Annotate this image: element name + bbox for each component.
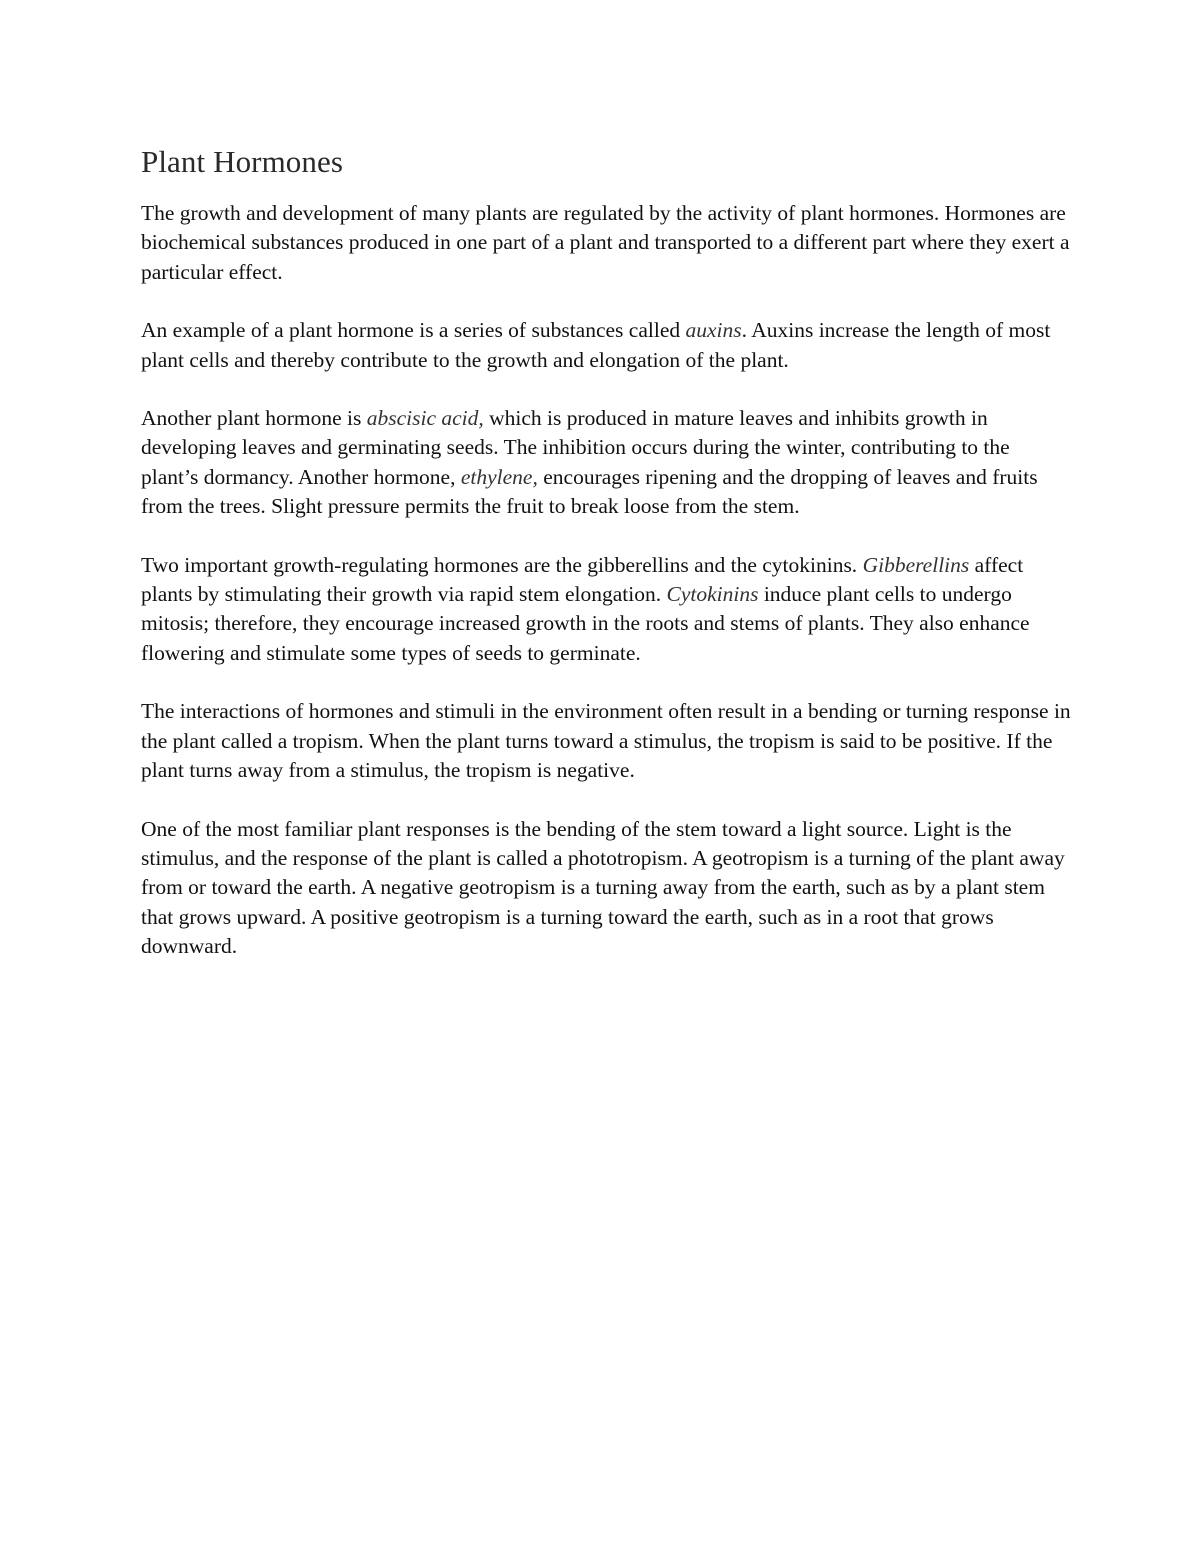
- text-run: which is produced in mature leaves and inhibits growth in developing leaves and germinating seeds. The inhibition occurs during the winter, contributing to the plant’s dormancy. Another hormone,: [141, 406, 1010, 489]
- term-abscisic-acid: abscisic acid,: [366, 406, 484, 431]
- term-auxins: auxins: [685, 318, 742, 343]
- paragraph-phototropism-geotropism: [141, 815, 1071, 962]
- paragraph-intro: [141, 199, 1071, 287]
- text-run: Two important growth-regulating hormones are the gibberellins and the cytokinins.: [141, 552, 863, 577]
- document-body: [141, 140, 1071, 991]
- text-run: An example of a plant hormone is a series of substances called: [141, 318, 686, 343]
- text-run: One of the most familiar plant responses is the bending of the stem toward a light source. Light is the stimulus, and the response of the plant is called a phototropism. A geotropism is a turning of the plant away from or toward the earth. A negative geotropism is a turning away from the earth, such as by a plant stem that grows upward. A positive geotropism is a turning toward the earth, such as in a root that grows downward.: [141, 816, 1065, 959]
- text-run: The interactions of hormones and stimuli in the environment often result in a bending or turning response in the plant called a tropism. When the plant turns toward a stimulus, the tropism is said to be positive. If the plant turns away from a stimulus, the tropism is negative.: [141, 699, 1071, 783]
- text-run: The growth and development of many plants are regulated by the activity of plant hormones. Hormones are biochemical substances produced in one part of a plant and transported to a different part where they exert a particular effect.: [141, 201, 1070, 284]
- paragraph-abscisic-acid: [141, 404, 1071, 522]
- term-ethylene: ethylene,: [460, 464, 538, 489]
- term-cytokinins: Cytokinins: [666, 582, 759, 607]
- term-gibberellins: Gibberellins: [862, 552, 970, 577]
- paragraph-tropism: [141, 697, 1071, 785]
- text-run: affect plants by stimulating their growth via rapid stem elongation.: [141, 552, 1024, 607]
- text-run: induce plant cells to undergo mitosis; therefore, they encourage increased growth in the roots and stems of plants. They also enhance flowering and stimulate some types of seeds to germinate.: [141, 582, 1030, 665]
- text-run: . Auxins increase the length of most plant cells and thereby contribute to the growth and elongation of the plant.: [141, 318, 1051, 372]
- text-run: Another plant hormone is: [141, 406, 367, 431]
- paragraph-gibberellins-cytokinins: [141, 551, 1071, 669]
- paragraph-auxins: [141, 316, 1071, 375]
- text-run: encourages ripening and the dropping of leaves and fruits from the trees. Slight pressure permits the fruit to break loose from the stem.: [141, 464, 1038, 519]
- document-title: Plant Hormones: [141, 144, 344, 179]
